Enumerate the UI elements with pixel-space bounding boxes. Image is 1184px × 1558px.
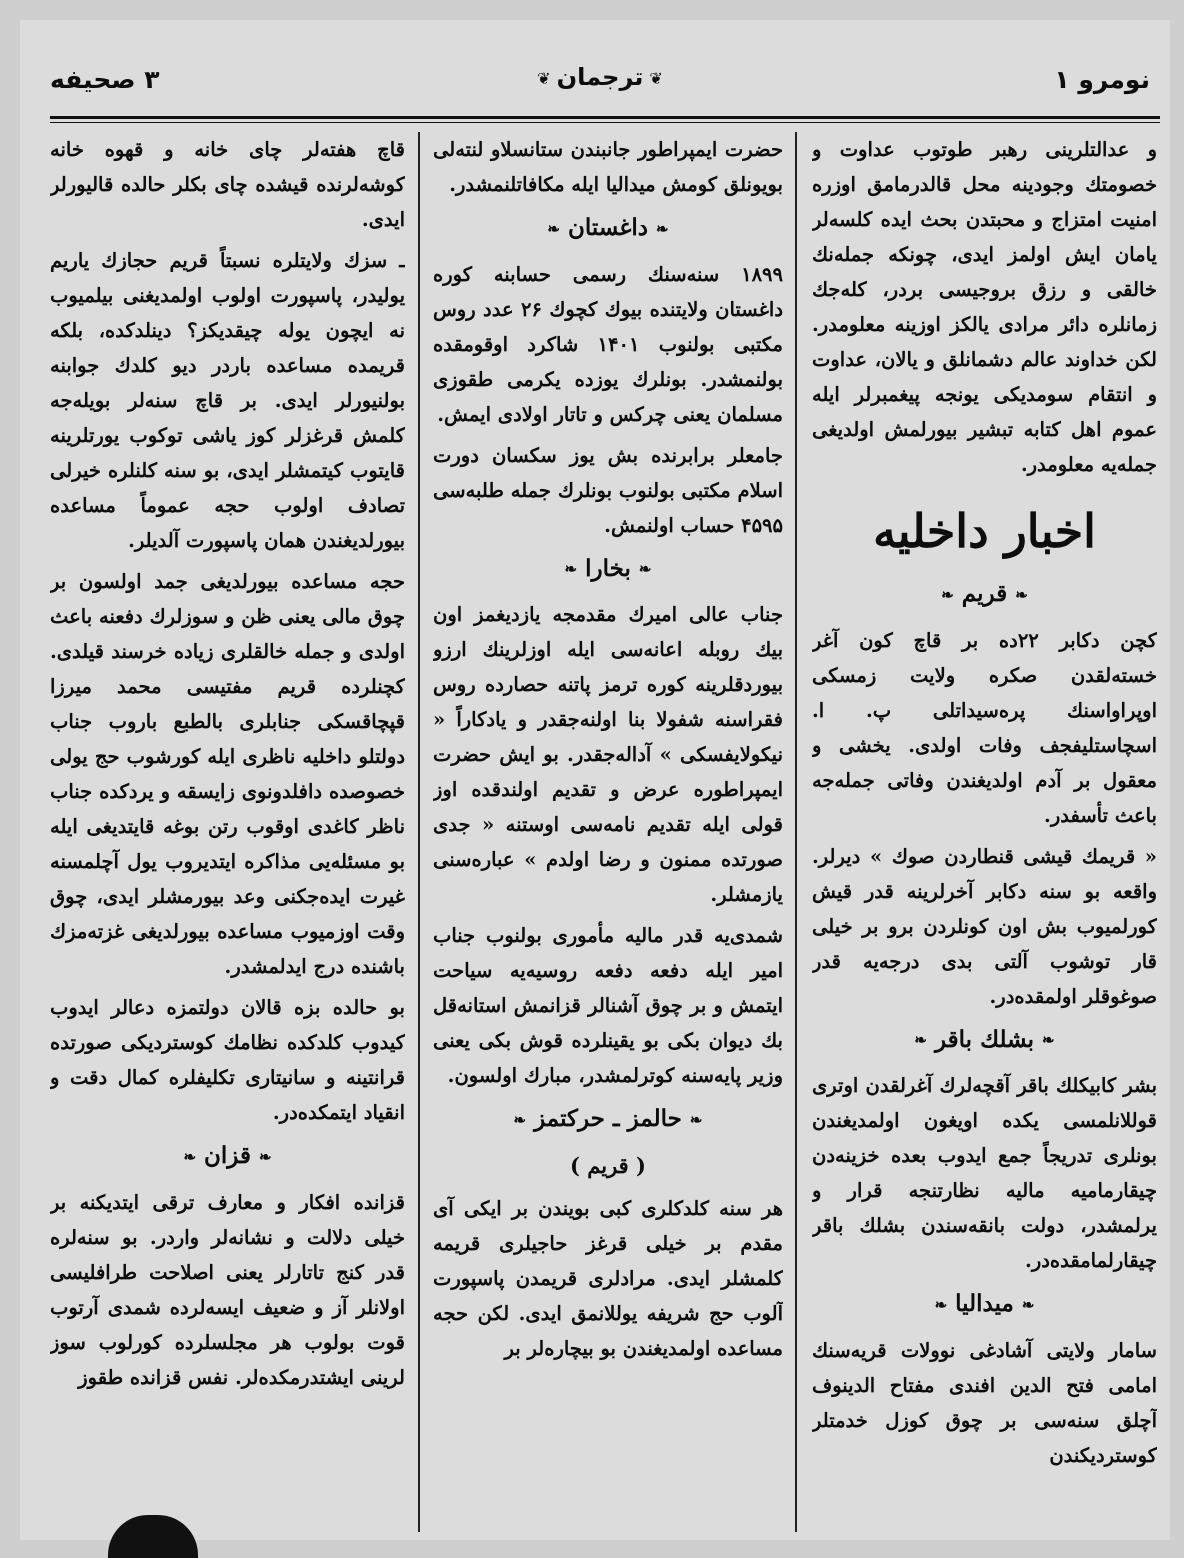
article-text: بو حالده بزه قالان دولتمزه دعالر ایدوب کیدوب کلدکده نظامك کوستردیکی صورتده قرانتینه و سانیتاری تکلیفلره کمال دقت و انقیاد ایتمکده‌در.: [50, 996, 405, 1124]
ornament-icon: ❧: [564, 560, 578, 578]
newspaper-page: [20, 20, 1170, 1540]
article-text: و عدالتلرینی رهبر طوتوب عداوت و خصومتك وجودینه محل قالدرمامق اوزره امنیت امتزاج و محبتدن بحث ایده کلسه‌لر یامان ایش اولمز ایدی، چونکه جمله‌نك خالقی و رزق بروجیسی بردر، کله‌جك زمانلره دائر مرادی یالکز اوزینه معلومدر. لکن خداوند عالم دشمانلق و یالان، عداوت و انتقام سومدیکی یونجه پیغمبرلر ایله عموم اهل کتابه تبشیر بیورلمش اولدیغی جمله‌یه معلومدر.: [812, 138, 1157, 476]
newspaper-title: [531, 63, 669, 91]
section-heading-dagestan: ❧داغستان❧: [433, 210, 783, 247]
ornament-icon: ❧: [547, 219, 560, 238]
article-text: ـ سزك ولایتلره نسبتاً قریم حجازك یاریم یولیدر، پاسپورت اولوب اولمدیغنی بیلمیوب نه ایچون یوله چیقدیکز؟ دینلدکده، بلکه قریمده مساعده باردر دیو کلدك جوابنه بولنیورلر ایدی. بر قاچ سنه‌لر بویله‌جه کلمش قرغزلر کوز یاشی توکوب یورتلرینه قایتوب کیتمشلر ایدی، بو سنه کلنلره خیرلی تصادف اولوب حجه عموماً مساعده بیورلدیغندن همان پاسپورت آلدیلر.: [50, 249, 405, 552]
title-text: ترجمان: [556, 63, 644, 91]
section-heading-kazan: ❧قزان❧: [50, 1138, 405, 1175]
ornament-icon: ❧: [656, 219, 669, 238]
ornament-icon: ❧: [1021, 1295, 1035, 1314]
ornament-icon: ❧: [638, 560, 652, 578]
section-heading-crimea: ❧قریم❧: [812, 576, 1157, 613]
ornament-icon: ❧: [934, 1295, 948, 1314]
article-text: هر سنه کلدکلری کبی بویندن بر ایکی آی مقدم بر خیلی قرغز حاجیلری قریمه کلمشلر ایدی. مرادلری قریمدن پاسپورت آلوب حج شریفه یوللانمق ایدی. لکن حجه مساعده اولمدیغندن بو بیچاره‌لر بر: [433, 1196, 783, 1360]
ornament-icon: ❧: [513, 1110, 527, 1129]
page-number: ۳ صحیفه: [50, 65, 160, 94]
column-middle: [433, 132, 783, 1532]
column-divider: [795, 132, 797, 1532]
column-divider: [418, 132, 420, 1532]
ornament-icon: ❦: [649, 68, 663, 88]
section-heading-bukhara: ❧بخارا❧: [433, 551, 783, 588]
column-left: [50, 132, 405, 1532]
ornament-icon: ❧: [914, 1031, 927, 1049]
section-heading-domestic-news: اخبار داخلیه: [873, 504, 1096, 558]
ornament-icon: ❦: [537, 68, 551, 88]
article-text: بشر کابیکلك باقر آقچه‌لرك آغرلقدن اوتری قوللانلمسی یکده اویغون اولمدیغندن بونلری تدریجاً جمع ایدوب بعده خزینه‌دن چیقارمامیه مالیه نظارتنجه قرار و یرلمشدر، دولت بانقه‌سندن بشلك باقر چیقارلمامقده‌در.: [812, 1074, 1157, 1272]
ornament-icon: ❧: [183, 1147, 197, 1166]
article-text: جامعلر برابرنده بش یوز سکسان دورت اسلام مکتبی بولنوب بونلرك جمله طلبه‌سی ۴۵۹۵ حساب اولنمش.: [433, 443, 783, 537]
article-text: شمدی‌یه قدر مالیه مأموری بولنوب جناب امیر ایله دفعه دفعه روسیه‌یه سیاحت ایتمش و بر چوق آشنالر قزانمش استانه‌قل بك دیوان بکی بو یقینلرده قوش بکی یعنی وزیر پایه‌سنه کوترلمشدر، مبارك اولسون.: [433, 924, 783, 1087]
ornament-icon: ❧: [689, 1110, 703, 1129]
article-text: جناب عالی امیرك مقدمجه یازدیغمز اون بیك روبله اعانه‌سی ایله اوزلرینك ارزو بیوردقلرینه کوره ترمز پاتنه حصارده روس فقراسنه شفولا بنا اولنه‌جقدر و یادکاراً « نیکولایفسکی » آدا‌له‌جقدر. بو ایش حضرت ایمپراطوره عرض و تقدیم اولندقده اوز قولی ایله تقدیم نامه‌سی اوستنه « جدی صورتده ممنون و رضا اولدم » عباره‌سنی یازمشلر.: [433, 603, 783, 906]
section-heading-copper: ❧بشلك باقر❧: [812, 1022, 1157, 1059]
article-text: سامار ولایتی آشادغی نوولات قریه‌سنك امامی فتح الدین افندی مفتاح الدینوف آچلق سنه‌سی بر چوق کوزل خدمتلر کوستردیکندن: [812, 1338, 1157, 1467]
article-text: قاچ هفته‌لر چای خانه و قهوه خانه کوشه‌لرنده قیشده چای بکلر حالده قالیورلر ایدی.: [50, 138, 405, 231]
column-right: [812, 132, 1157, 1532]
header-rule: [50, 116, 1160, 119]
article-text: حضرت ایمپراطور جانبندن ستانسلاو لنته‌لی بویونلق کومش میدالیا ایله مکافاتلنمشدر.: [433, 138, 783, 196]
ornament-icon: ❧: [258, 1147, 272, 1166]
ornament-icon: ❧: [1042, 1031, 1055, 1049]
header-rule-thin: [50, 122, 1160, 123]
masthead: [50, 65, 1150, 115]
ornament-icon: ❧: [941, 585, 954, 604]
issue-number: نومرو ۱: [1054, 65, 1150, 94]
section-heading-medal: ❧میدالیا❧: [812, 1286, 1157, 1323]
article-text: « قریمك قیشی قنطاردن صوك » دیرلر. واقعه بو سنه دکابر آخرلرینه قدر قیش کورلمیوب بش اون کونلردن برو بر خیلی قار توشوب آلتی بدی درجه‌یه قدر صوغوقلر اولمقده‌در.: [812, 844, 1157, 1008]
article-text: ۱۸۹۹ سنه‌سنك رسمی حسابنه کوره داغستان ولایتنده بیوك کچوك ۲۶ عدد روس مکتبی بولنوب ۱۴۰۱ شاکرد اوقومقده بولنمشدر. بونلرك یوزده یکرمی طقوزی مسلمان یعنی چرکس و تاتار اولادی ایمش.: [433, 262, 783, 426]
ornament-icon: ❧: [1015, 585, 1028, 604]
article-text: کچن دکابر ۲۲ده بر قاچ کون آغر خسته‌لقدن صکره ولایت زمسکی اوپراواسنك پره‌سیداتلی پ. ا. اسچاستلیفجف وفات اولدی. یخشی و معقول بر آدم اولدیغندن وفاتی جمله‌جه باعث تأسفدر.: [812, 628, 1157, 827]
article-text: حجه مساعده بیورلدیغی جمد اولسون بر چوق مالی یعنی ظن و سوزلرك دفعنه باعث اولدی و جمله خالقلری زیاده خرسند قیلدی. کچنلرده قریم مفتیسی محمد میرزا قپچاقسکی جنابلری بالطبع باروب جناب دولتلو داخلیه ناظری ایله کورشوب حج یولی خصوصده دافلدونوی زایسقه و یردکده جناب ناظر کاغدی اوقوب رتن بوغه قایتدیغی ایله بو مسئله‌یی مذاکره ایتدیروب یول آچلمسنه غیرت ایده‌جکنی وعد بیورمشلر ایدی، چوق وقت اوزمیوب مساعده بیورلدیغی غزته‌مزك باشنده درج ایدلمشدر.: [50, 570, 405, 978]
section-subtitle: ( قریم ): [570, 1152, 646, 1178]
section-heading-our-situation: ❧حالمز ـ حرکتمز❧: [433, 1101, 783, 1138]
article-text: قزانده افکار و معارف ترقی ایتدیکنه بر خیلی دلالت و نشانه‌لر واردر. بو سنه‌لره قدر کنج تاتارلر یعنی اصلاحت طرافلیسی اولانلر آز و ضعیف ایسه‌لرده شمدی آرتوب قوت بولوب هر مجلسلرده کورلوب سوز لرینی ایشتدرمکده‌لر. نفس قزانده طقوز: [50, 1190, 405, 1389]
